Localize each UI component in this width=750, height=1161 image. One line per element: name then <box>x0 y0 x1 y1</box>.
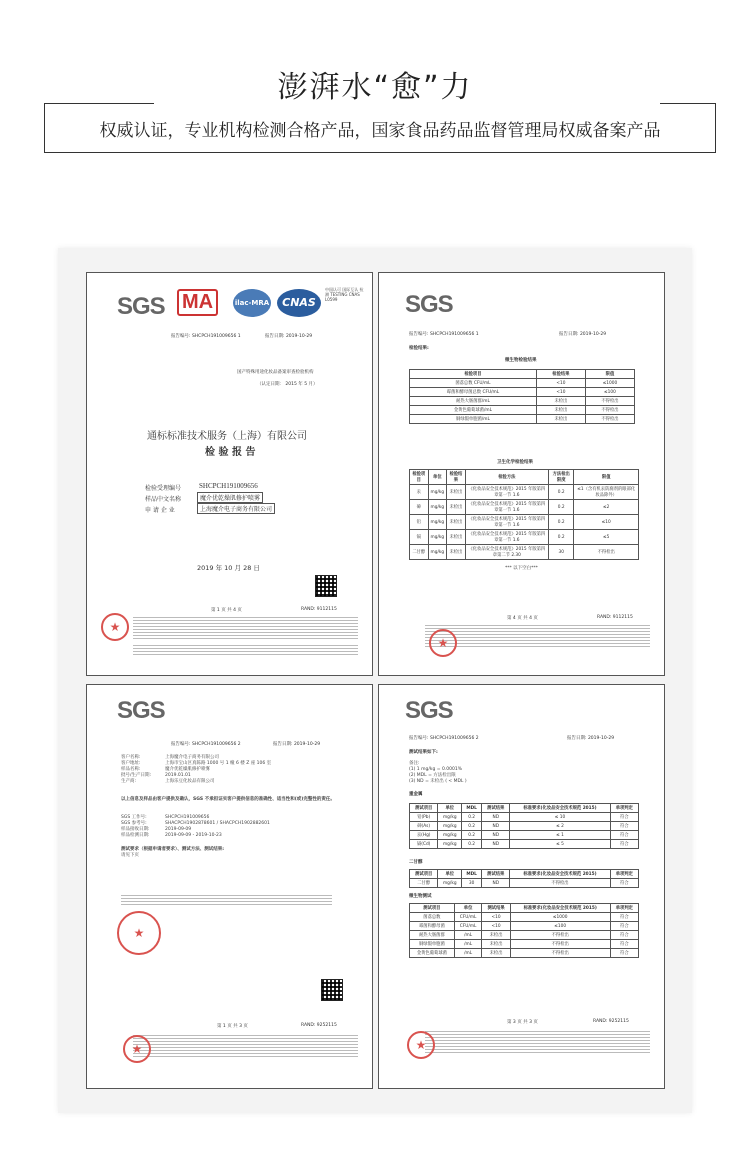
table-cell: 未检出 <box>482 931 510 940</box>
results-heading: 检验结果: <box>409 346 429 351</box>
table-cell: ND <box>482 879 510 888</box>
table-cell: 铜绿假单胞菌/mL <box>410 415 537 424</box>
field-label: 客户地址: <box>121 761 141 766</box>
table-row <box>410 813 639 822</box>
table-cell: 测试项目 <box>410 804 438 813</box>
table-cell: mg/kg <box>438 879 462 888</box>
table-cell: ND <box>482 831 510 840</box>
page-number: 第 4 页 共 4 页 <box>507 616 538 621</box>
client-fields <box>121 755 351 785</box>
table-cell: mg/kg <box>428 485 447 500</box>
table-cell: 不得检出 <box>510 931 610 940</box>
table-cell: ≤ 2 <box>510 822 610 831</box>
table-row <box>410 949 639 958</box>
report-date: 报告日期: 2019-10-29 <box>559 332 607 337</box>
sgs-logo: SGS <box>117 293 165 320</box>
table-cell: 《化妆品安全技术规范》2015 年版第四章第二节 2.30 <box>465 545 548 560</box>
note-line: 备注: <box>409 761 420 766</box>
certificate-panel <box>58 248 692 1113</box>
micro-results-table <box>409 369 635 424</box>
table-cell: 霉菌和酵母菌总数 CFU/mL <box>410 388 537 397</box>
table-cell: ≤1000 <box>510 913 610 922</box>
table-cell: 0.2 <box>462 831 482 840</box>
notes <box>409 761 467 785</box>
table-cell: 单位 <box>454 904 482 913</box>
table-cell: mg/kg <box>438 813 462 822</box>
applicant: 上海魔介电子商务有限公司 <box>197 503 275 514</box>
table-cell: 方法检出限度 <box>549 470 574 485</box>
table-row <box>410 379 635 388</box>
table-cell: 标准要求(化妆品安全技术规范 2015) <box>510 904 610 913</box>
field-value: 2019-09-09 - 2019-10-23 <box>165 833 222 838</box>
chem-results-table <box>409 469 639 560</box>
field-value: SHCPCH191009656 <box>165 815 210 820</box>
table-cell: mg/kg <box>428 545 447 560</box>
field-row <box>121 779 351 785</box>
cnas-logo: CNAS <box>277 289 321 317</box>
table-cell: 测试项目 <box>410 904 455 913</box>
table-cell: 未检出 <box>482 949 510 958</box>
table-cell: mg/kg <box>438 831 462 840</box>
table-cell: <10 <box>482 913 510 922</box>
table-cell: 限值 <box>574 470 639 485</box>
table-cell: 30 <box>549 545 574 560</box>
table-cell: MDL <box>462 804 482 813</box>
deg-table <box>409 869 639 888</box>
table-cell: mg/kg <box>428 500 447 515</box>
table-cell: 符合 <box>610 922 638 931</box>
ilac-logo: ilac-MRA <box>233 289 271 317</box>
table-row <box>410 397 635 406</box>
table-cell: 未检出 <box>536 415 585 424</box>
table-cell: 不得检出 <box>510 879 610 888</box>
table-cell: 金黄色葡萄球菌/mL <box>410 406 537 415</box>
table-cell: ND <box>482 813 510 822</box>
micro-table-title: 微生物检验结果 <box>505 358 537 363</box>
table-header-row <box>410 804 639 813</box>
fine-print <box>425 625 650 647</box>
table-row <box>410 831 639 840</box>
table-cell: 检验结果 <box>536 370 585 379</box>
table-cell: 不得检出 <box>585 397 634 406</box>
table-cell: 镉(Cd) <box>410 840 438 849</box>
table-cell: 不得检出 <box>510 949 610 958</box>
table-cell: 0.2 <box>549 530 574 545</box>
table-cell: 符合 <box>610 949 638 958</box>
qr-code <box>315 575 337 597</box>
table-row <box>410 879 639 888</box>
table-cell: 0.2 <box>549 515 574 530</box>
page-title: 澎湃水“愈”力 <box>277 70 473 105</box>
table-row <box>410 931 639 940</box>
table-cell: 0.2 <box>462 840 482 849</box>
table-row <box>410 500 639 515</box>
table-cell: 检验项目 <box>410 470 429 485</box>
company-name: 通标标准技术服务（上海）有限公司 <box>147 431 307 442</box>
table-cell: 检验方法 <box>465 470 548 485</box>
disclaimer: 以上信息及样品由客户提供及确认，SGS 不承担证实客户提供信息的准确性、适当性和(或)完整性的责任。 <box>121 797 335 802</box>
table-cell: 符合 <box>610 831 638 840</box>
applicant-label: 申 请 企 业 <box>145 507 175 514</box>
table-cell: 0.2 <box>549 485 574 500</box>
table-cell: 《化妆品安全技术规范》2015 年版第四章第一节 1.6 <box>465 500 548 515</box>
field-label: 样品接收日期: <box>121 827 150 832</box>
report-number: 报告编号: SHCPCH191009656 2 <box>171 742 241 747</box>
table-row <box>410 515 639 530</box>
table-row <box>410 406 635 415</box>
note-line: (3) ND = 未检出 ( < MDL ) <box>409 779 467 784</box>
table-cell: 测试结果 <box>482 904 510 913</box>
sgs-logo: SGS <box>405 291 453 318</box>
table-cell: 符合 <box>610 931 638 940</box>
request-value: 请见下页 <box>121 853 139 858</box>
sample-name: 魔介优乾燥肌修护喷雾 <box>197 492 263 503</box>
footer-lines <box>133 645 358 655</box>
accept-no: SHCPCH191009656 <box>199 482 258 490</box>
field-value: 2019-09-09 <box>165 827 192 832</box>
official-stamp <box>101 613 129 641</box>
table-row <box>410 840 639 849</box>
report-results-page <box>378 272 665 676</box>
table-cell: 铅 <box>410 515 429 530</box>
table-cell: 测试项目 <box>410 870 438 879</box>
table-cell: 符合 <box>610 813 638 822</box>
table-row <box>410 922 639 931</box>
table-cell: ≤2 <box>574 500 639 515</box>
signature-text <box>121 893 332 905</box>
sample-label: 样品中文名称 <box>145 496 182 503</box>
table-cell: ≤100 <box>585 388 634 397</box>
table-cell: 金黄色葡萄球菌 <box>410 949 455 958</box>
table-cell: 标准要求(化妆品安全技术规范 2015) <box>510 870 610 879</box>
table-cell: /mL <box>454 949 482 958</box>
accept-no-label: 检验受理编号 <box>145 485 182 492</box>
table-row <box>410 822 639 831</box>
table-cell: CFU/mL <box>454 913 482 922</box>
table-cell: 测试结果 <box>482 870 510 879</box>
report-number: 报告编号: SHCPCH191009656 1 <box>171 334 241 339</box>
table-row <box>410 545 639 560</box>
table-cell: mg/kg <box>428 530 447 545</box>
field-value: 2019.01.01 <box>165 773 191 778</box>
table-cell: 未检出 <box>482 940 510 949</box>
table-cell: CFU/mL <box>454 922 482 931</box>
ma-logo: MA <box>177 289 218 316</box>
field-label: 生产商: <box>121 779 137 784</box>
deg-title: 二甘醇 <box>409 860 423 865</box>
field-label: 批号/生产日期: <box>121 773 152 778</box>
field-label: 样品检测日期: <box>121 833 150 838</box>
table-cell: MDL <box>462 870 482 879</box>
rand-code: RAND: 9252115 <box>593 1019 629 1024</box>
sgs-logo: SGS <box>117 697 165 724</box>
table-cell: 砷(As) <box>410 822 438 831</box>
table-cell: 不得检出 <box>585 415 634 424</box>
table-cell: ND <box>482 840 510 849</box>
fine-print <box>133 1035 358 1057</box>
field-value: 上海市宝山区真陈路 1000 号 1 幢 6 楼 Z 座 106 室 <box>165 761 272 766</box>
table-cell: <10 <box>536 379 585 388</box>
table-cell: 不得检出 <box>574 545 639 560</box>
subtitle: 权威认证，专业机构检测合格产品，国家食品药品监督管理局权威备案产品 <box>99 121 661 141</box>
table-row <box>410 485 639 500</box>
sgs-fields <box>121 815 351 839</box>
table-cell: <10 <box>536 388 585 397</box>
table-cell: 30 <box>462 879 482 888</box>
table-cell: 单项判定 <box>610 804 638 813</box>
report-date: 报告日期: 2019-10-29 <box>273 742 321 747</box>
table-row <box>410 530 639 545</box>
table-cell: 检验项目 <box>410 370 537 379</box>
table-cell: 菌落总数 CFU/mL <box>410 379 537 388</box>
table-cell: 未检出 <box>536 397 585 406</box>
table-cell: 测试结果 <box>482 804 510 813</box>
cert-date: （认定日期： 2015 年 5 月） <box>257 382 318 387</box>
table-cell: 0.2 <box>462 822 482 831</box>
table-cell: 单项判定 <box>610 870 638 879</box>
table-cell: ≤100 <box>510 922 610 931</box>
table-cell: 《化妆品安全技术规范》2015 年版第四章第一节 1.6 <box>465 530 548 545</box>
table-cell: 未检出 <box>447 485 466 500</box>
table-cell: /mL <box>454 931 482 940</box>
table-cell: 0.2 <box>549 500 574 515</box>
table-cell: 砷 <box>410 500 429 515</box>
field-value: 魔介优乾燥肌修护喷雾 <box>165 767 210 772</box>
report-date: 报告日期: 2019-10-29 <box>567 736 615 741</box>
table-cell: 未检出 <box>447 515 466 530</box>
table-cell: 未检出 <box>447 545 466 560</box>
chem-table-title: 卫生化学检验结果 <box>497 460 533 465</box>
table-row <box>410 415 635 424</box>
table-cell: 符合 <box>610 879 638 888</box>
sgs-logo: SGS <box>405 697 453 724</box>
report-info-page <box>86 684 373 1089</box>
table-cell: 单位 <box>438 870 462 879</box>
table-row <box>410 388 635 397</box>
table-cell: 霉菌和酵母菌 <box>410 922 455 931</box>
authority-line: 国产特殊用途化妆品备案审查检验机构 <box>237 370 314 375</box>
table-cell: ≤1000 <box>585 379 634 388</box>
table-cell: 耐热大肠菌群/mL <box>410 397 537 406</box>
rand-code: RAND: 9112115 <box>301 607 337 612</box>
rand-code: RAND: 9112115 <box>597 615 633 620</box>
table-cell: 单位 <box>438 804 462 813</box>
table-cell: 《化妆品安全技术规范》2015 年版第四章第一节 1.6 <box>465 515 548 530</box>
rand-code: RAND: 9252115 <box>301 1023 337 1028</box>
official-stamp <box>429 629 457 657</box>
table-cell: 不得检出 <box>510 940 610 949</box>
report-title: 检 验 报 告 <box>205 447 256 458</box>
table-cell: 不得检出 <box>585 406 634 415</box>
field-label: 样品名称: <box>121 767 141 772</box>
results-heading: 测试结果如下: <box>409 750 438 755</box>
table-cell: 单项判定 <box>610 904 638 913</box>
table-cell: 符合 <box>610 940 638 949</box>
table-header-row <box>410 904 639 913</box>
table-header-row <box>410 870 639 879</box>
table-cell: 限值 <box>585 370 634 379</box>
report-number: 报告编号: SHCPCH191009656 1 <box>409 332 479 337</box>
table-cell: mg/kg <box>438 822 462 831</box>
page-number: 第 1 页 共 3 页 <box>217 1024 248 1029</box>
table-cell: 检验结果 <box>447 470 466 485</box>
official-stamp <box>117 911 161 955</box>
table-cell: 符合 <box>610 913 638 922</box>
table-cell: 《化妆品安全技术规范》2015 年版第四章第一节 1.6 <box>465 485 548 500</box>
table-cell: ≤10 <box>574 515 639 530</box>
table-cell: ≤ 1 <box>510 831 610 840</box>
field-label: SGS 参考号: <box>121 821 147 826</box>
report-cover-page <box>86 272 373 676</box>
report-number: 报告编号: SHCPCH191009656 2 <box>409 736 479 741</box>
request-label: 测试要求（根据申请者要求）、测试方法、测试结果: <box>121 847 225 852</box>
table-cell: 耐热大肠菌群 <box>410 931 455 940</box>
table-header-row <box>410 470 639 485</box>
cnas-text: 中国认可 国际互认 检测 TESTING CNAS L0599 <box>325 287 364 302</box>
heavy-metal-title: 重金属 <box>409 792 423 797</box>
table-cell: 未检出 <box>536 406 585 415</box>
table-cell: 0.2 <box>462 813 482 822</box>
table-cell: 菌落总数 <box>410 913 455 922</box>
page-number: 第 3 页 共 3 页 <box>507 1020 538 1025</box>
field-value: 上海魔介电子商务有限公司 <box>165 755 219 760</box>
table-cell: 汞 <box>410 485 429 500</box>
field-label: SGS 工作号: <box>121 815 147 820</box>
table-cell: ≤5 <box>574 530 639 545</box>
table-cell: ≤1（含有机汞防腐剂的眼部化妆品除外） <box>574 485 639 500</box>
table-cell: 铅(Pb) <box>410 813 438 822</box>
micro-table <box>409 903 639 958</box>
table-cell: 铜绿假单胞菌 <box>410 940 455 949</box>
table-cell: 汞(Hg) <box>410 831 438 840</box>
table-row <box>410 940 639 949</box>
table-cell: ND <box>482 822 510 831</box>
table-cell: /mL <box>454 940 482 949</box>
official-stamp-footer <box>123 1035 151 1063</box>
table-cell: mg/kg <box>438 840 462 849</box>
fine-print <box>425 1031 650 1053</box>
page-number: 第 1 页 共 4 页 <box>211 608 242 613</box>
table-cell: ≤ 10 <box>510 813 610 822</box>
field-value: SHACPCH1902878601 / SHACPCH1902882601 <box>165 821 270 826</box>
table-cell: 二甘醇 <box>410 545 429 560</box>
table-cell: ≤ 5 <box>510 840 610 849</box>
field-row <box>121 833 351 839</box>
field-label: 客户名称: <box>121 755 141 760</box>
end-note: *** 以下空白*** <box>505 566 538 571</box>
micro-title: 微生物测试 <box>409 894 432 899</box>
report-date: 报告日期: 2019-10-29 <box>265 334 313 339</box>
fine-print <box>133 617 358 639</box>
report-issue-date: 2019 年 10 月 28 日 <box>197 564 260 572</box>
note-line: (2) MDL = 方法检出限 <box>409 773 456 778</box>
qr-code <box>321 979 343 1001</box>
report-test-results-page <box>378 684 665 1089</box>
table-cell: 未检出 <box>447 530 466 545</box>
table-cell: 二甘醇 <box>410 879 438 888</box>
field-value: 上海乐豆化妆品有限公司 <box>165 779 215 784</box>
table-cell: 标准要求(化妆品安全技术规范 2015) <box>510 804 610 813</box>
heavy-metal-table <box>409 803 639 849</box>
official-stamp <box>407 1031 435 1059</box>
note-line: (1) 1 mg/kg = 0.0001% <box>409 767 462 772</box>
table-cell: <10 <box>482 922 510 931</box>
table-cell: 单位 <box>428 470 447 485</box>
table-cell: 未检出 <box>447 500 466 515</box>
table-cell: 符合 <box>610 822 638 831</box>
table-cell: mg/kg <box>428 515 447 530</box>
table-cell: 符合 <box>610 840 638 849</box>
table-header-row <box>410 370 635 379</box>
table-row <box>410 913 639 922</box>
table-cell: 镉 <box>410 530 429 545</box>
